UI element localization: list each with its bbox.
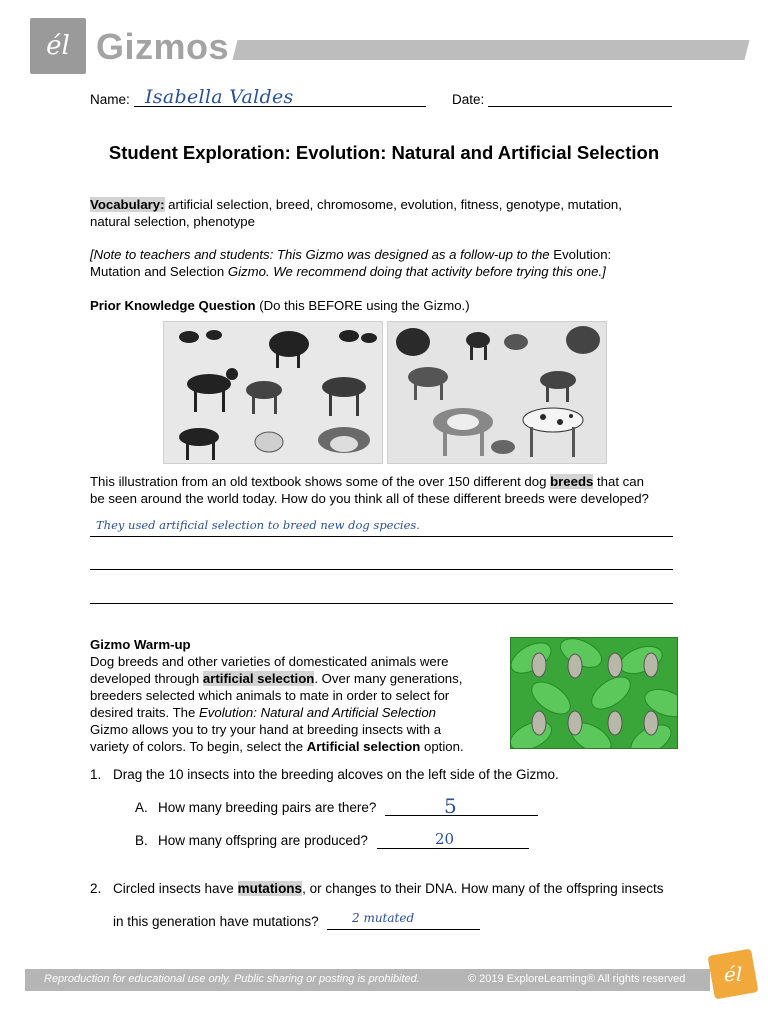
warmup-text: Gizmo allows you to try your hand at breeding insects with a [90,722,442,737]
artificial-selection-term: artificial selection [202,671,315,686]
question-text-cont: that can [593,474,644,489]
dog-breeds-illustration-left [163,321,383,464]
brand-title: Gizmos [96,26,230,67]
warmup-section [90,636,490,755]
footer-notice: Reproduction for educational use only. Public sharing or posting is prohibited. [44,973,420,985]
footer-copyright: © 2019 ExploreLearning® All rights reserved [468,973,686,985]
question-text-line2: be seen around the world today. How do you think all of these different breeds were developed? [90,491,649,506]
vocabulary-list-cont: natural selection, phenotype [90,214,255,229]
warmup-text: variety of colors. To begin, select the [90,739,307,754]
vocabulary-list: artificial selection, breed, chromosome, evolution, fitness, genotype, mutation, [164,197,622,212]
question-1a-answer: 5 [444,794,457,818]
note-text: [Note to teachers and students: This Gizmo was designed as a follow-up to the [90,247,554,262]
answer-line-1[interactable] [90,536,673,537]
question-text: This illustration from an old textbook shows some of the over 150 different dog [90,474,551,489]
warmup-text: Dog breeds and other varieties of domesticated animals were [90,654,449,669]
question-1b-answer: 20 [435,830,455,848]
question-1b-letter: B. [135,833,148,848]
question-1b-text: How many offspring are produced? [158,833,368,848]
note-gizmo-name-cont: Mutation and Selection [90,264,225,279]
question-2-text-part: , or changes to their DNA. How many of the offspring insects [302,881,664,896]
page-title: Student Exploration: Evolution: Natural and Artificial Selection [108,142,660,163]
breeds-term: breeds [550,474,594,489]
artificial-selection-option: Artificial selection [306,739,421,754]
footer-logo-text: él [723,962,743,987]
prior-knowledge-suffix: (Do this BEFORE using the Gizmo.) [255,298,470,313]
warmup-text: . Over many generations, [314,671,463,686]
question-2-answer-field[interactable] [327,929,480,930]
insects-on-leaves-image [510,637,678,749]
question-1a-answer-field[interactable] [385,815,538,816]
question-2-answer: 2 mutated [352,911,415,925]
explorelearning-logo [30,18,86,74]
warmup-text: option. [420,739,464,754]
prior-knowledge-heading [90,297,680,314]
question-1-number: 1. [90,767,102,782]
gizmo-name: Evolution: Natural and Artificial Selection [198,705,436,720]
prior-knowledge-title: Prior Knowledge Question [90,298,256,313]
question-2-text-line2: in this generation have mutations? [113,914,319,929]
note-text-end: . We recommend doing that activity before trying this one.] [265,264,606,279]
question-1-text: Drag the 10 insects into the breeding alcoves on the left side of the Gizmo. [113,767,559,782]
date-field[interactable] [488,106,672,107]
mutations-term: mutations [237,881,303,896]
warmup-heading: Gizmo Warm-up [90,637,191,652]
date-label: Date: [452,92,485,107]
warmup-text: breeders selected which animals to mate in order to select for [90,688,450,703]
teacher-note [90,246,680,280]
name-label: Name: [90,92,130,107]
question-2-text-part: Circled insects have [113,881,238,896]
warmup-text: desired traits. The [90,705,199,720]
question-1b-answer-field[interactable] [377,848,529,849]
footer-logo [708,949,759,1000]
vocabulary-label: Vocabulary: [90,197,165,212]
question-1a-letter: A. [135,800,148,815]
prior-knowledge-question [90,473,680,507]
question-1a-text: How many breeding pairs are there? [158,800,377,815]
warmup-text: developed through [90,671,203,686]
name-handwriting: Isabella Valdes [145,86,294,108]
note-gizmo-name: Evolution: [553,247,612,262]
dog-breeds-illustration-right [387,321,607,464]
answer-line-2[interactable] [90,569,673,570]
logo-text: él [46,31,70,61]
vocabulary-paragraph [90,196,680,230]
header-bar [233,40,750,60]
answer-line-3[interactable] [90,603,673,604]
note-text-gizmo: Gizmo [224,264,266,279]
question-2-text [113,881,683,896]
prior-knowledge-answer: They used artificial selection to breed new dog species. [96,518,420,532]
question-2-number: 2. [90,881,102,896]
